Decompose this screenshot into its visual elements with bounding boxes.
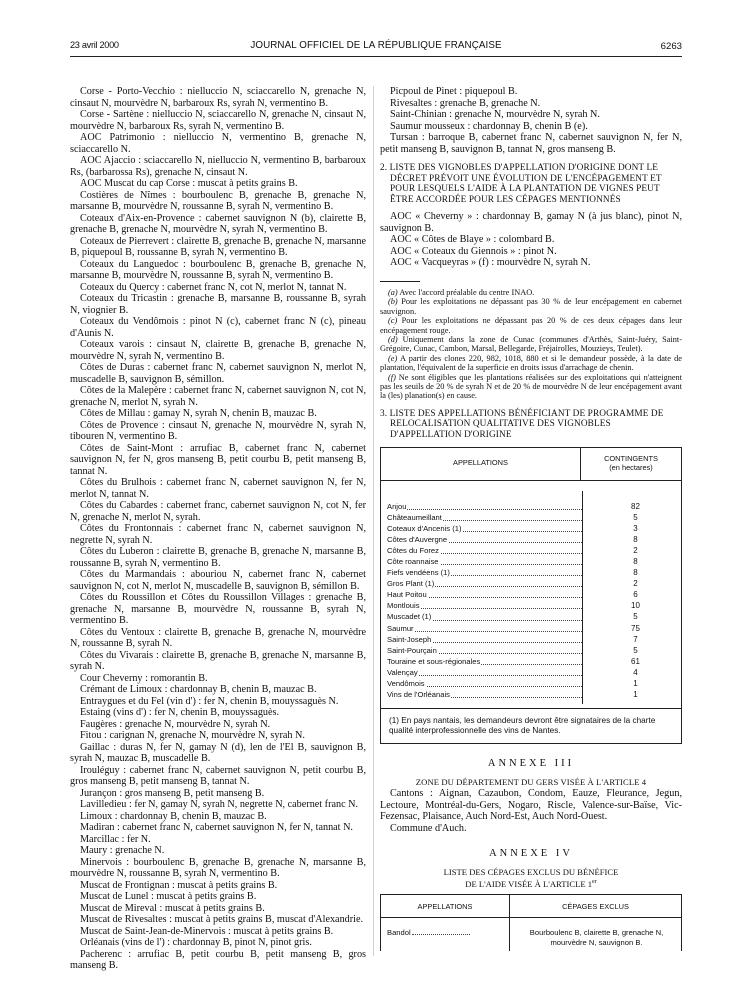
table-row: [381, 667, 681, 678]
appellation-cell: [381, 623, 590, 634]
contingent-value: 4: [633, 667, 638, 677]
contingent-value: 1: [633, 690, 638, 700]
journal-title: JOURNAL OFFICIEL DE LA RÉPUBLIQUE FRANÇAISE: [250, 40, 502, 51]
appellation-name: Saint-Pourçain: [387, 645, 437, 655]
appellation-name: Vendômois: [387, 679, 425, 689]
contingent-value: 6: [633, 590, 638, 600]
annexe-4-subtitle: [380, 867, 682, 889]
contingent-value: 2: [633, 545, 638, 555]
entry: Muscat de Frontignan : muscat à petits grains B.: [80, 879, 278, 891]
table-row: [381, 556, 681, 567]
entry: Entraygues et du Fel (vin d') : fer N, chenin B, mouyssaguès N.: [80, 695, 339, 707]
column-divider: [373, 86, 374, 956]
section-3-heading: 3. LISTE DES APPELLATIONS BÉNÉFICIANT DE PROGRAMME DE RELOCALISATION QUALITATIVE DES VIGNOBLES D'APPELLATION D'ORIGINE: [380, 408, 664, 440]
entry: Lavilledieu : fer N, gamay N, syrah N, negrette N, cabernet franc N.: [80, 799, 359, 810]
footnote-key: (c): [388, 316, 398, 326]
table-row: [381, 578, 681, 589]
appellation-cell: [381, 656, 590, 667]
entry: AOC « Côtes de Blaye » : colombard B.: [390, 234, 555, 246]
entry: Tursan : barroque B, cabernet franc N, cabernet sauvignon N, fer N, petit manseng B, sauvignon B, tannat N, gros manseng B.: [380, 132, 682, 155]
table-note-row: [381, 709, 682, 744]
appellation-name: Saumur: [387, 623, 414, 633]
entry: Crémant de Limoux : chardonnay B, chenin B, mauzac B.: [80, 684, 317, 695]
appellation-name: Fiefs vendéens (1): [387, 568, 450, 578]
appellation-cell: [381, 689, 590, 700]
entry: Saumur mousseux : chardonnay B, chenin B (e).: [390, 120, 588, 132]
footnote-key: (f): [388, 372, 396, 382]
contingents-label: CONTINGENTS: [604, 453, 658, 463]
entry: Muscat de Rivesaltes : muscat à petits grains B, muscat d'Alexandrie.: [80, 914, 364, 925]
annexe-3-subtitle: ZONE DU DÉPARTEMENT DU GERS VISÉE À L'ARTICLE 4: [415, 776, 647, 787]
appellation-name: Gros Plant (1): [387, 579, 435, 589]
col-header-appellations: APPELLATIONS: [381, 895, 510, 918]
entry: Côtes du Cabardes : cabernet franc, cabernet sauvignon N, cot N, fer N, grenache N, merlot N, syrah.: [70, 500, 366, 523]
appellation-name: Muscadet (1): [387, 612, 432, 622]
entry: Côtes du Brulhois : cabernet franc N, cabernet sauvignon N, fer N, merlot N, tannat N.: [70, 477, 366, 500]
entry: Muscat de Saint-Jean-de-Minervois : muscat à petits grains B.: [80, 925, 334, 937]
entry: Estaing (vins d') : fer N, chenin B, mouyssaguès.: [80, 707, 280, 718]
annexe-3-title: ANNEXE III: [487, 758, 575, 770]
appellation-cell: [381, 918, 510, 951]
left-column: [70, 86, 366, 972]
entry: Costières de Nîmes : bourboulenc B, grenache B, grenache N, marsanne B, mourvèdre N, roussanne B, syrah N, vermentino B.: [70, 189, 366, 212]
footnote-key: (d): [388, 334, 398, 344]
appellation-name: Côtes d'Auvergne: [387, 534, 448, 544]
contingent-value: 75: [631, 623, 640, 633]
entry: AOC Ajaccio : sciaccarello N, nielluccio N, vermentino B, barbaroux Rs, (barbarossa Rs), grenache N, cinsaut N.: [70, 155, 366, 178]
page-header: [70, 40, 682, 62]
cantons-list: Cantons : Aignan, Cazaubon, Condom, Eauze, Fleurance, Jegun, Lectoure, Montréal-du-Gers, Nogaro, Riscle, Valence-sur-Baïse, Vic-Fezensac, Plaisance, Auch Nord-Est, Auch Nord-Ouest.: [380, 788, 682, 823]
footnote: [380, 354, 682, 373]
contingent-value: 2: [633, 579, 638, 589]
footnote: [380, 373, 682, 401]
entry: Côtes de la Malepère : cabernet franc N, cabernet sauvignon N, cot N, grenache N, merlot N, syrah N.: [70, 385, 366, 408]
table-row: [381, 678, 681, 689]
footnotes: [380, 288, 682, 401]
appellation-cell: [381, 611, 590, 622]
entry: Côtes du Luberon : clairette B, grenache B, grenache N, marsanne B, roussanne B, syrah N, vermentino B.: [70, 546, 366, 569]
table-note: (1) En pays nantais, les demandeurs devront être signataires de la charte qualité interprofessionnelle des vins de Nantes.: [381, 709, 682, 744]
contingent-value: 5: [633, 645, 638, 655]
entry: Madiran : cabernet franc N, cabernet sauvignon N, fer N, tannat N.: [80, 822, 353, 833]
appellation-cell: [381, 534, 590, 545]
contingent-value: 7: [633, 634, 638, 644]
contingent-value: 5: [633, 612, 638, 622]
footnote-text: Ne sont éligibles que les plantations réalisées sur des exploitations qui n'atteignent pas les seuils de 20 % de syrah N et de 20 % de mourvèdre N de leur encépagement avant la (les) planation(s) en cause.: [380, 372, 682, 401]
table-row: [381, 512, 681, 523]
appellation-cell: [381, 545, 590, 556]
table-row: [381, 611, 681, 622]
entry: AOC « Cheverny » : chardonnay B, gamay N (à jus blanc), pinot N, sauvignon B.: [380, 211, 682, 234]
annexe-4-title: ANNEXE IV: [489, 848, 573, 860]
footnote-text: Uniquement dans la zone de Cunac (communes d'Arthès, Saint-Juéry, Saint-Grégoire, Cunac, Cambon, Marsal, Bellegarde, Fréjairolles, Mouzieys, Teulet).: [380, 334, 683, 354]
appellation-cell: [381, 567, 590, 578]
entry: Côtes du Frontonnais : cabernet franc N, cabernet sauvignon N, negrette N, syrah N.: [70, 523, 366, 546]
entry: Limoux : chardonnay B, chenin B, mauzac B.: [80, 810, 267, 822]
appellation-cell: [381, 501, 590, 512]
contingent-value: 3: [633, 523, 638, 533]
footnote-text: Avec l'accord préalable du centre INAO.: [399, 287, 535, 297]
entry: Muscat de Lunel : muscat à petits grains B.: [80, 891, 257, 902]
appellation-cell: [381, 578, 590, 589]
appellation-name: Côte roannaise: [387, 557, 439, 566]
table-row: [381, 689, 681, 700]
appellation-name: Vins de l'Orléanais: [387, 690, 450, 700]
ordinal-sup: er: [592, 878, 597, 885]
entry: Orléanais (vins de l') : chardonnay B, pinot N, pinot gris.: [80, 937, 312, 948]
contingent-value: 8: [633, 534, 638, 544]
entry: Coteaux du Tricastin : grenache B, marsanne B, roussanne B, syrah N, viognier B.: [70, 293, 366, 316]
footnote: [380, 335, 682, 354]
entry: Côtes de Saint-Mont : arrufiac B, cabernet franc N, cabernet sauvignon N, fer N, gros manseng B, petit courbu B, petit manseng B, tannat N.: [70, 442, 366, 477]
appellation-name: Coteaux d'Ancenis (1): [387, 523, 462, 533]
contingent-value: 1: [633, 679, 638, 689]
annexe-4-subtitle-line1: LISTE DES CÉPAGES EXCLUS DU BÉNÉFICE: [443, 866, 619, 877]
table-row: [381, 656, 681, 667]
entry: AOC Muscat du cap Corse : muscat à petits grains B.: [80, 178, 298, 189]
appellation-name: Valençay: [387, 667, 418, 677]
entry: Picpoul de Pinet : piquepoul B.: [390, 86, 518, 97]
table-body-row: [381, 480, 682, 709]
table-row: [381, 523, 681, 534]
header-date: 23 avril 2000: [70, 40, 119, 50]
entry: Côtes de Millau : gamay N, syrah N, chenin B, mauzac B.: [80, 408, 317, 419]
appellation-name: Touraine et sous-régionales: [387, 656, 481, 666]
entry: Rivesaltes : grenache B, grenache N.: [390, 97, 541, 109]
appellation-cell: [381, 634, 590, 645]
col-header-cepages: CÉPAGES EXCLUS: [510, 895, 682, 918]
footnote: [380, 297, 682, 316]
entry: Côtes du Ventoux : clairette B, grenache B, grenache N, mourvèdre N, roussanne B, syrah N.: [70, 626, 366, 649]
appellation-name: Saint-Joseph: [387, 634, 432, 644]
appellation-name: Châteaumeillant: [387, 512, 442, 522]
entry: Maury : grenache N.: [80, 845, 165, 856]
appellation-name: Montlouis: [387, 601, 420, 611]
contingent-value: 5: [633, 512, 638, 522]
entry: Saint-Chinian : grenache N, mourvèdre N, syrah N.: [390, 109, 600, 120]
table-row: [381, 534, 681, 545]
entry: Corse - Porto-Vecchio : nielluccio N, sciaccarello N, grenache N, cinsaut N, mourvèdre N, barbaroux Rs, syrah N, vermentino B.: [70, 86, 366, 109]
entry: Jurançon : gros manseng B, petit manseng B.: [80, 787, 265, 799]
footnote-rule: [380, 281, 420, 282]
contingent-rows: [381, 491, 681, 705]
footnote-text: A partir des clones 220, 982, 1018, 880 et si le demandeur possède, à la date de plantation, l'équivalent de la superficie en droits issus d'arrachage de chenin.: [380, 353, 682, 373]
entry: Irouléguy : cabernet franc N, cabernet sauvignon N, petit courbu B, gros manseng B, petit manseng B, tannat N.: [70, 764, 366, 787]
table-row: [381, 545, 681, 556]
footnote-text: Pour les exploitations ne dépassant pas 20 % de ces deux cépages dans leur encépagement rouge.: [380, 316, 682, 335]
entry: Cour Cheverny : romorantin B.: [80, 672, 208, 684]
entry: Faugères : grenache N, mourvèdre N, syrah N.: [80, 718, 271, 730]
footnote: [380, 316, 682, 335]
appellation-name: Anjou: [387, 501, 407, 511]
appellation-cell: [381, 589, 590, 600]
table-body: [381, 480, 682, 709]
table-row: [381, 501, 681, 512]
page-number: 6263: [660, 41, 682, 52]
appellation-cell: [381, 645, 590, 656]
leader-dots: [387, 631, 582, 632]
entry: Minervois : bourboulenc B, grenache B, grenache N, marsanne B, mourvèdre N, roussanne B, syrah N, vermentino B.: [70, 856, 366, 879]
entry: Coteaux du Vendômois : pinot N (c), cabernet franc N (c), pineau d'Aunis N.: [70, 316, 366, 339]
appellation-cell: [381, 523, 590, 534]
contingent-value: 8: [633, 557, 638, 566]
table-row: [381, 634, 681, 645]
contingent-value: 8: [633, 568, 638, 578]
table-row: [381, 645, 681, 656]
footnote-key: (e): [388, 353, 398, 363]
commune: Commune d'Auch.: [390, 822, 467, 834]
excluded-cepages-table: [380, 894, 682, 951]
table-header-row: [381, 447, 682, 480]
contingent-value: 10: [631, 601, 640, 611]
entry: Coteaux d'Aix-en-Provence : cabernet sauvignon N (b), clairette B, grenache B, grenache N, mourvèdre N, syrah N, vermentino B.: [70, 212, 366, 235]
entry: Muscat de Mireval : muscat à petits grains B.: [80, 902, 265, 914]
appellation-name: Côtes du Forez: [387, 545, 439, 555]
right-column: [380, 86, 682, 951]
entry: AOC « Coteaux du Giennois » : pinot N.: [390, 245, 557, 257]
appellation-cell: [381, 678, 590, 689]
leader-dots: [412, 934, 470, 935]
appellation-cell: [381, 667, 590, 678]
leader-dots: [387, 509, 582, 510]
contingent-value: 82: [631, 501, 640, 511]
appellation-name: Bandol: [387, 928, 411, 938]
table-header-row: [381, 895, 682, 918]
entry: Corse - Sartène : nielluccio N, sciaccarello N, grenache N, cinsaut N, mourvèdre N, barbaroux Rs, syrah N, vermentino B.: [70, 109, 366, 132]
footnote-key: (a): [388, 287, 398, 297]
contingents-table: [380, 447, 682, 745]
footnote-text: Pour les exploitations ne dépassant pas 30 % de leur encépagement en cabernet sauvignon.: [380, 297, 682, 316]
table-row: [381, 600, 681, 611]
entry: Pacherenc : arrufiac B, petit courbu B, petit manseng B, gros manseng B.: [70, 948, 366, 971]
entry: Marcillac : fer N.: [80, 833, 151, 845]
appellation-cell: [381, 556, 590, 567]
header-rule: [70, 56, 682, 57]
footnote: [380, 288, 682, 297]
table-row: [381, 589, 681, 600]
contingent-value: 61: [631, 656, 640, 666]
entry: Côtes du Marmandais : abouriou N, cabernet franc N, cabernet sauvignon N, cot N, merlot N, muscadelle B, sauvignon B, sémillon B.: [70, 569, 366, 592]
entry: Côtes de Duras : cabernet franc N, cabernet sauvignon N, merlot N, muscadelle B, sauvignon B, sémillon.: [70, 362, 366, 385]
annexe-4-subtitle-line2: [380, 877, 682, 889]
entry: Coteaux du Languedoc : bourboulenc B, grenache B, grenache N, marsanne B, mourvèdre N, roussanne B, syrah N, vermentino B.: [70, 258, 366, 281]
entry: Côtes de Provence : cinsaut N, grenache N, mourvèdre N, syrah N, tibouren N, vermentino B.: [70, 419, 366, 442]
entry: AOC Patrimonio : nielluccio N, vermentino B, grenache N, sciaccarello N.: [70, 132, 366, 155]
section-2-heading: 2. LISTE DES VIGNOBLES D'APPELLATION D'ORIGINE DONT LE DÉCRET PRÉVOIT UNE ÉVOLUTION DE L'ENCÉPAGEMENT ET POUR LESQUELS L'AIDE À LA PLANTATION DE VIGNES PEUT ÊTRE ACCORDÉE POUR LES CÉPAGES MENTIONNÉS: [380, 163, 662, 205]
entry: Fitou : carignan N, grenache N, mourvèdre N, syrah N.: [80, 730, 305, 741]
entry: Coteaux varois : cinsaut N, clairette B, grenache B, grenache N, mourvèdre N, syrah N, vermentino B.: [70, 339, 366, 362]
table-row: [381, 567, 681, 578]
entry: Côtes du Roussillon et Côtes du Roussillon Villages : grenache B, grenache N, marsanne B, mourvèdre N, roussanne B, syrah N, vermentino B.: [70, 592, 366, 626]
entry: AOC « Vacqueyras » (f) : mourvèdre N, syrah N.: [390, 257, 591, 269]
appellation-cell: [381, 600, 590, 611]
cepages-cell: Bourboulenc B, clairette B, grenache N, mourvèdre N, sauvignon B.: [510, 918, 682, 951]
appellation-cell: [381, 512, 590, 523]
table-row: [381, 918, 682, 951]
entry: Coteaux de Pierrevert : clairette B, grenache B, grenache N, marsanne B, piquepoul B, roussanne B, syrah N, vermentino B.: [70, 235, 366, 258]
entry: Gaillac : duras N, fer N, gamay N (d), len de l'El B, sauvignon B, syrah N, mauzac B, muscadelle B.: [70, 741, 366, 764]
footnote-key: (b): [388, 297, 398, 307]
entry: Côtes du Vivarais : clairette B, grenache B, grenache N, marsanne B, syrah N.: [70, 649, 366, 672]
contingents-unit: (en hectares): [609, 462, 653, 472]
col-header-appellations: APPELLATIONS: [381, 447, 581, 480]
entry: Coteaux du Quercy : cabernet franc N, cot N, merlot N, tannat N.: [80, 281, 347, 293]
col-header-contingents: [581, 447, 682, 480]
subtitle-line2-text: DE L'AIDE VISÉE À L'ARTICLE 1: [465, 878, 593, 889]
table-row: [381, 623, 681, 634]
appellation-name: Haut Poitou: [387, 590, 427, 600]
